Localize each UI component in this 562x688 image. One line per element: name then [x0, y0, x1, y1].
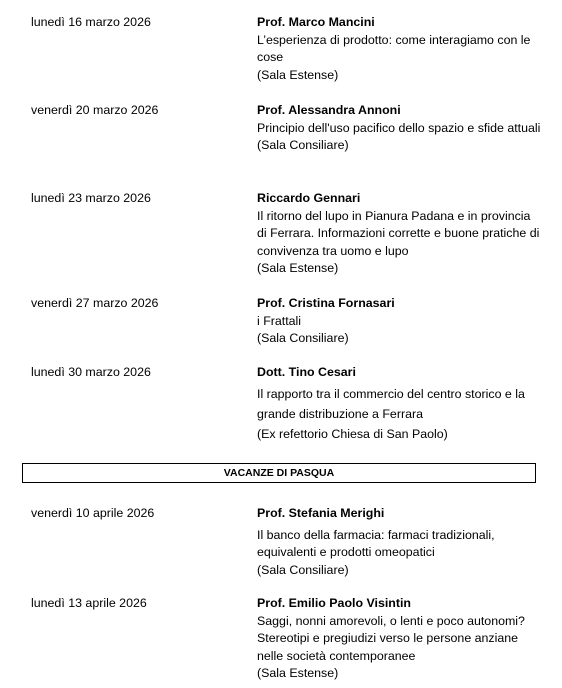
- entry-venue: (Sala Consiliare): [257, 331, 349, 345]
- entry-date: lunedì 13 aprile 2026: [31, 596, 147, 610]
- entry-venue: (Sala Consiliare): [257, 138, 349, 152]
- entry-date: lunedì 23 marzo 2026: [31, 191, 151, 205]
- entry-speaker: Riccardo Gennari: [257, 191, 361, 205]
- entry-date: lunedì 30 marzo 2026: [31, 365, 151, 379]
- entry-details: [257, 505, 542, 579]
- entry-details: [257, 364, 542, 444]
- entry-details: [257, 14, 542, 84]
- entry-date: venerdì 10 aprile 2026: [31, 506, 155, 520]
- entry-title: Principio dell'uso pacifico dello spazio e sfide attuali: [257, 120, 541, 135]
- entry-venue: (Ex refettorio Chiesa di San Paolo): [257, 426, 448, 441]
- entry-venue: (Sala Estense): [257, 67, 339, 82]
- entry-speaker: Prof. Emilio Paolo Visintin: [257, 596, 411, 610]
- entry-title: Il ritorno del lupo in Pianura Padana e in provincia di Ferrara. Informazioni corrette e buone pratiche di convivenza tra uomo e lupo: [257, 208, 540, 258]
- entry-date: lunedì 16 marzo 2026: [31, 15, 151, 29]
- entry-speaker: Prof. Marco Mancini: [257, 15, 375, 29]
- holiday-banner: VACANZE DI PASQUA: [22, 463, 536, 483]
- entry-title: Il rapporto tra il commercio del centro storico e la grande distribuzione a Ferrara: [257, 386, 525, 421]
- entry-date: venerdì 20 marzo 2026: [31, 103, 159, 117]
- entry-speaker: Prof. Stefania Merighi: [257, 506, 385, 520]
- entry-details: [257, 190, 542, 278]
- entry-details: [257, 595, 542, 683]
- entry-speaker: Prof. Cristina Fornasari: [257, 296, 395, 310]
- entry-details: [257, 102, 542, 155]
- entry-title: L’esperienza di prodotto: come interagiamo con le cose: [257, 32, 531, 64]
- entry-date: venerdì 27 marzo 2026: [31, 296, 159, 310]
- entry-title: i Frattali: [257, 313, 302, 328]
- entry-speaker: Dott. Tino Cesari: [257, 365, 356, 379]
- entry-venue: (Sala Estense): [257, 261, 339, 275]
- entry-speaker: Prof. Alessandra Annoni: [257, 103, 401, 117]
- entry-details: [257, 295, 542, 348]
- entry-venue: (Sala Estense): [257, 666, 339, 680]
- entry-title: Saggi, nonni amorevoli, o lenti e poco autonomi? Stereotipi e pregiudizi verso le persone anziane nelle società contemporanee: [257, 613, 525, 663]
- entry-title: Il banco della farmacia: farmaci tradizionali, equivalenti e prodotti omeopatici: [257, 527, 495, 559]
- entry-venue: (Sala Consiliare): [257, 562, 349, 577]
